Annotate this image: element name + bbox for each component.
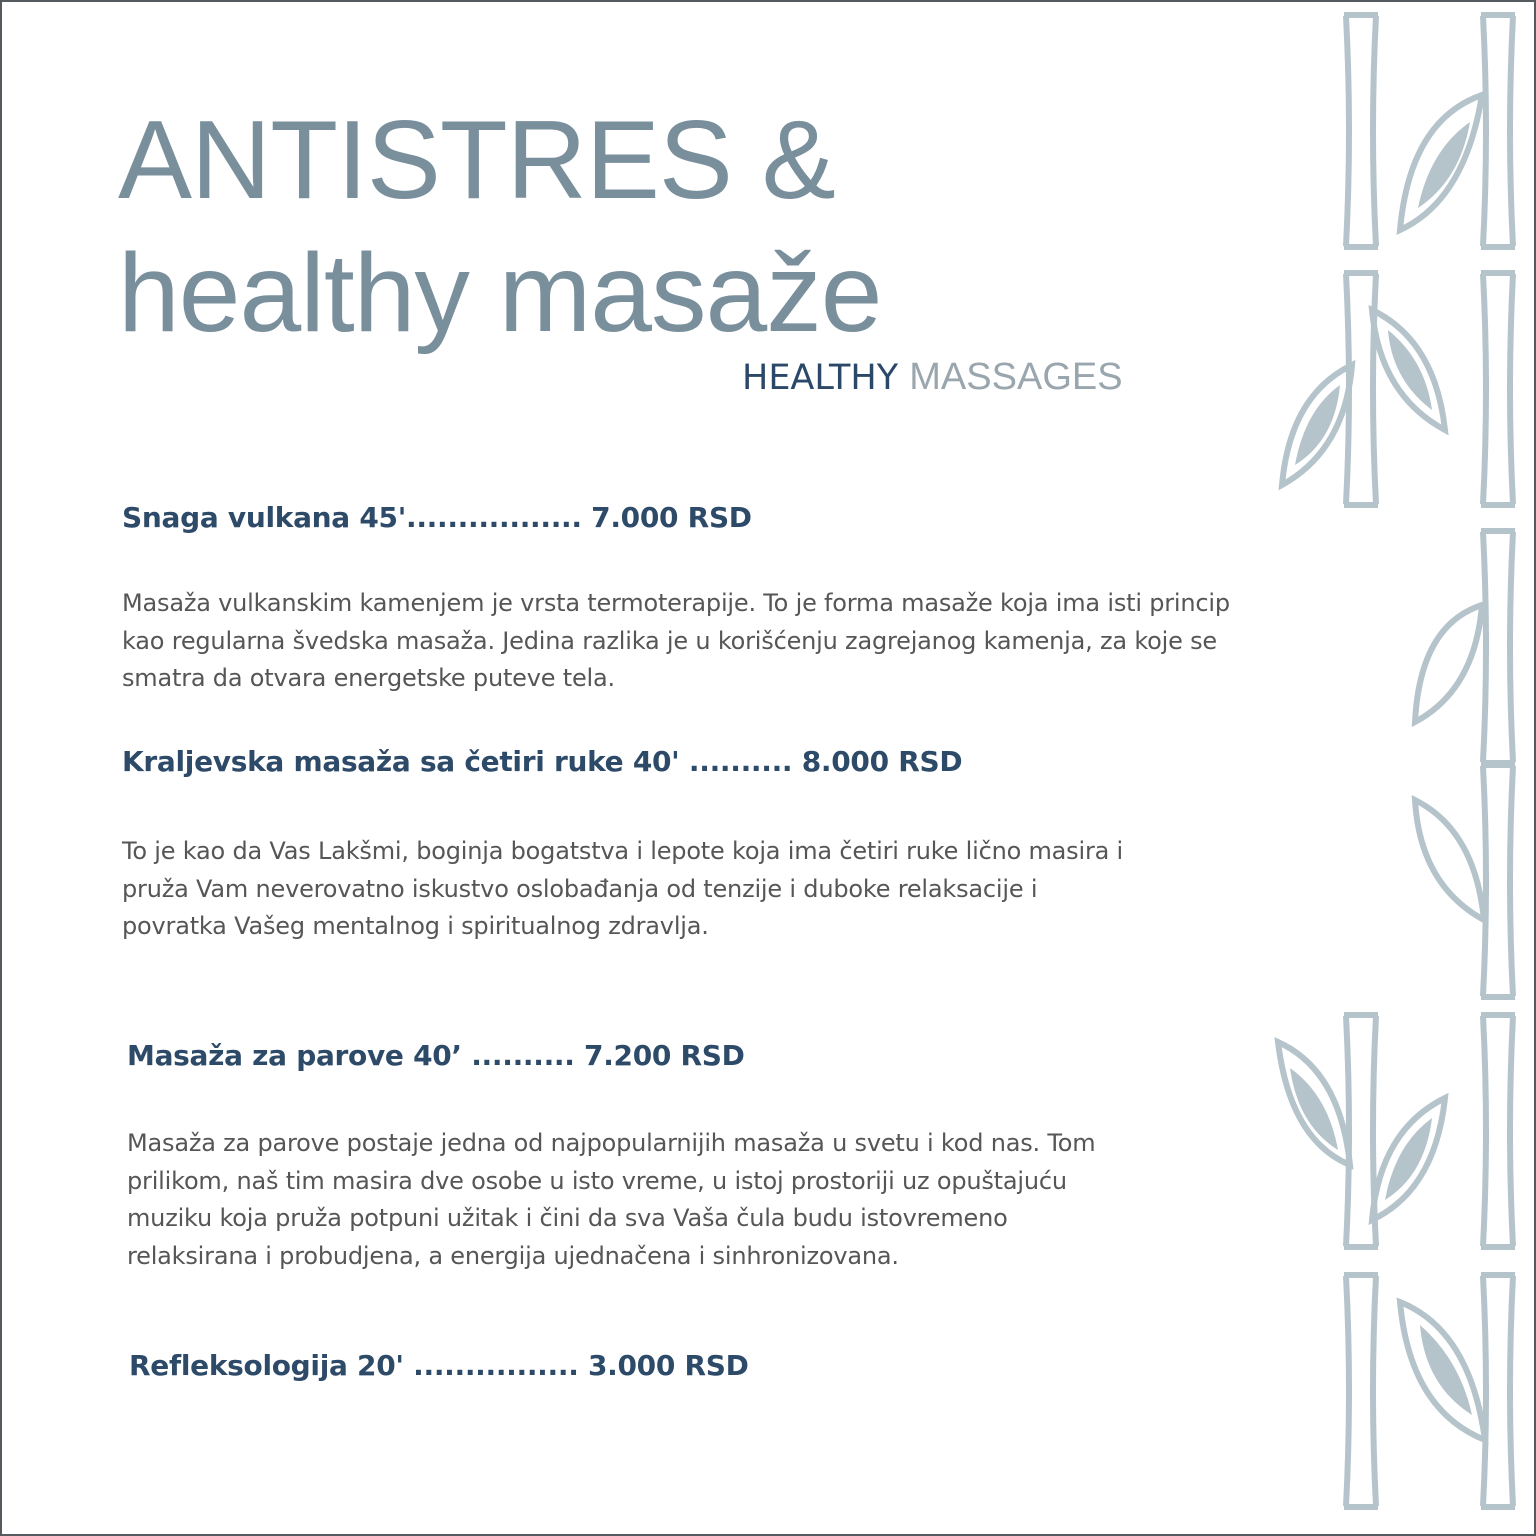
menu-item-heading: Snaga vulkana 45'................. 7.000 RSD — [122, 501, 752, 534]
description-line: Masaža za parove postaje jedna od najpopularnijih masaža u svetu i kod nas. Tom — [127, 1129, 1096, 1157]
description-line: povratka Vašeg mentalnog i spiritualnog zdravlja. — [122, 912, 709, 940]
description-line: muziku koja pruža potpuni užitak i čini da sva Vaša čula budu istovremeno — [127, 1204, 1008, 1232]
menu-item-heading: Masaža za parove 40’ .......... 7.200 RSD — [127, 1039, 745, 1072]
description-line: prilikom, naš tim masira dve osobe u isto vreme, u istoj prostoriji uz opuštajuću — [127, 1166, 1067, 1195]
description-line: Masaža vulkanskim kamenjem je vrsta termoterapije. To je forma masaže koja ima isti princip — [122, 589, 1230, 617]
menu-item-heading: Kraljevska masaža sa četiri ruke 40' .......... 8.000 RSD — [122, 745, 963, 778]
page-title-line2: healthy masaže — [118, 231, 882, 355]
description-line: relaksirana i probudjena, a energija ujednačena i sinhronizovana. — [127, 1241, 899, 1270]
menu-item-heading: Refleksologija 20' ................ 3.000 RSD — [129, 1349, 749, 1382]
page-subtitle — [742, 358, 1123, 396]
menu-item-description — [127, 1125, 1095, 1275]
description-line: smatra da otvara energetske puteve tela. — [122, 664, 615, 692]
menu-item-description — [122, 585, 1230, 698]
description-line: To je kao da Vas Lakšmi, boginja bogatstva i lepote koja ima četiri ruke lično masira i — [122, 837, 1124, 865]
menu-item-description — [122, 833, 1123, 946]
description-line: pruža Vam neverovatno iskustvo oslobađanja od tenzije i duboke relaksacije i — [122, 874, 1038, 903]
page-title-line1: ANTISTRES & — [118, 98, 835, 222]
subtitle-strong: HEALTHY — [742, 358, 899, 398]
description-line: kao regularna švedska masaža. Jedina razlika je u korišćenju zagrejanog kamenja, za koje se — [122, 626, 1217, 655]
subtitle-light: MASSAGES — [909, 356, 1123, 398]
